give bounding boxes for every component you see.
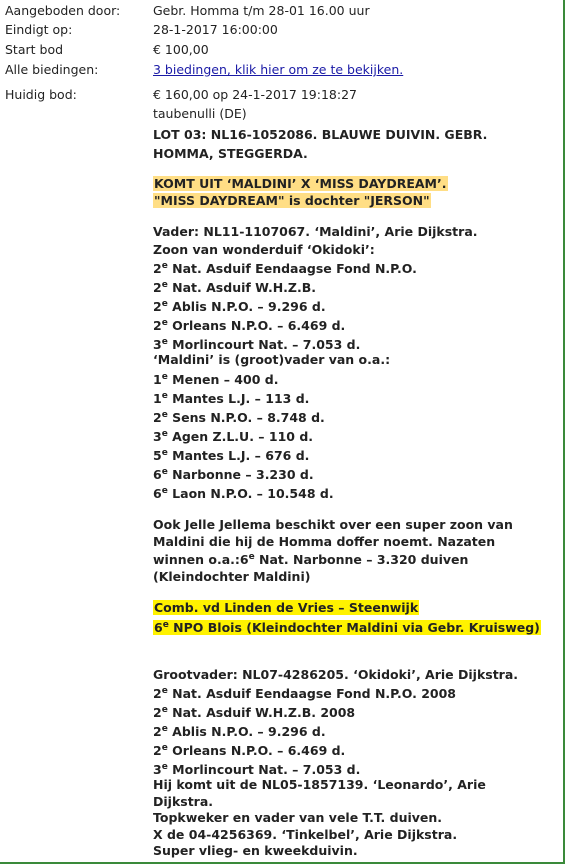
offspring-result: 6e Narbonne – 3.230 d. bbox=[153, 467, 314, 482]
grandfather-result: 2e Nat. Asduif Eendaagse Fond N.P.O. 2008 bbox=[153, 686, 457, 701]
father-result: 2e Orleans N.P.O. – 6.469 d. bbox=[153, 318, 346, 333]
current-bid-label: Huidig bod: bbox=[5, 87, 77, 102]
father-line1: Vader: NL11-1107067. ‘Maldini’, Arie Dijkstra. bbox=[153, 224, 478, 239]
lot-highlight-line2: "MISS DAYDREAM" is dochter "JERSON" bbox=[154, 193, 430, 208]
jellema-line4: (Kleindochter Maldini) bbox=[153, 569, 311, 584]
father-offspring-heading: ‘Maldini’ is (groot)vader van o.a.: bbox=[153, 352, 391, 367]
lot-highlight-line1: KOMT UIT ‘MALDINI’ X ‘MISS DAYDREAM’. bbox=[154, 176, 447, 191]
grandfather-tail-line: Hij komt uit de NL05-1857139. ‘Leonardo’, Arie bbox=[153, 777, 486, 792]
grandfather-tail-line: Topkweker en vader van vele T.T. duiven. bbox=[153, 810, 443, 825]
grandfather-result: 2e Orleans N.P.O. – 6.469 d. bbox=[153, 743, 346, 758]
bidder-name: taubenulli (DE) bbox=[153, 106, 247, 121]
jellema-line1: Ook Jelle Jellema beschikt over een super zoon van bbox=[153, 517, 513, 532]
offered-by-label: Aangeboden door: bbox=[5, 3, 121, 18]
grandfather-line1: Grootvader: NL07-4286205. ‘Okidoki’, Arie Dijkstra. bbox=[153, 667, 519, 682]
all-bids-label: Alle biedingen: bbox=[5, 62, 99, 77]
offspring-result: 1e Mantes L.J. – 113 d. bbox=[153, 391, 310, 406]
start-bid-value: € 100,00 bbox=[153, 42, 209, 57]
offered-by-value: Gebr. Homma t/m 28-01 16.00 uur bbox=[153, 3, 370, 18]
jellema-line3: winnen o.a.:6e Nat. Narbonne – 3.320 duiven bbox=[153, 552, 469, 567]
start-bid-label: Start bod bbox=[5, 42, 64, 57]
offspring-result: 3e Agen Z.L.U. – 110 d. bbox=[153, 429, 314, 444]
offspring-result: 5e Mantes L.J. – 676 d. bbox=[153, 448, 310, 463]
father-result: 2e Nat. Asduif Eendaagse Fond N.P.O. bbox=[153, 261, 417, 276]
father-result: 2e Nat. Asduif W.H.Z.B. bbox=[153, 280, 316, 295]
offspring-result: 1e Menen – 400 d. bbox=[153, 372, 279, 387]
grandfather-result: 3e Morlincourt Nat. – 7.053 d. bbox=[153, 762, 361, 777]
end-value: 28-1-2017 16:00:00 bbox=[153, 22, 278, 37]
combo-line2: 6e NPO Blois (Kleindochter Maldini via Gebr. Kruisweg) bbox=[154, 620, 540, 635]
grandfather-tail-line: Super vlieg- en kweekduivin. bbox=[153, 843, 358, 858]
current-bid-value: € 160,00 op 24-1-2017 19:18:27 bbox=[153, 87, 357, 102]
lot-title-line1: LOT 03: NL16-1052086. BLAUWE DUIVIN. GEBR. bbox=[153, 127, 488, 142]
father-line2: Zoon van wonderduif ‘Okidoki’: bbox=[153, 242, 375, 257]
offspring-result: 6e Laon N.P.O. – 10.548 d. bbox=[153, 486, 334, 501]
combo-line1: Comb. vd Linden de Vries – Steenwijk bbox=[154, 600, 419, 615]
end-label: Eindigt op: bbox=[5, 22, 73, 37]
all-bids-link[interactable]: 3 biedingen, klik hier om ze te bekijken. bbox=[153, 62, 404, 77]
jellema-line2: Maldini die hij de Homma doffer noemt. Nazaten bbox=[153, 534, 496, 549]
grandfather-result: 2e Nat. Asduif W.H.Z.B. 2008 bbox=[153, 705, 356, 720]
grandfather-tail-line: Dijkstra. bbox=[153, 794, 214, 809]
grandfather-tail-line: X de 04-4256369. ‘Tinkelbel’, Arie Dijkstra. bbox=[153, 827, 458, 842]
grandfather-result: 2e Ablis N.P.O. – 9.296 d. bbox=[153, 724, 326, 739]
lot-title-line2: HOMMA, STEGGERDA. bbox=[153, 146, 308, 161]
offspring-result: 2e Sens N.P.O. – 8.748 d. bbox=[153, 410, 325, 425]
father-result: 3e Morlincourt Nat. – 7.053 d. bbox=[153, 337, 361, 352]
father-result: 2e Ablis N.P.O. – 9.296 d. bbox=[153, 299, 326, 314]
